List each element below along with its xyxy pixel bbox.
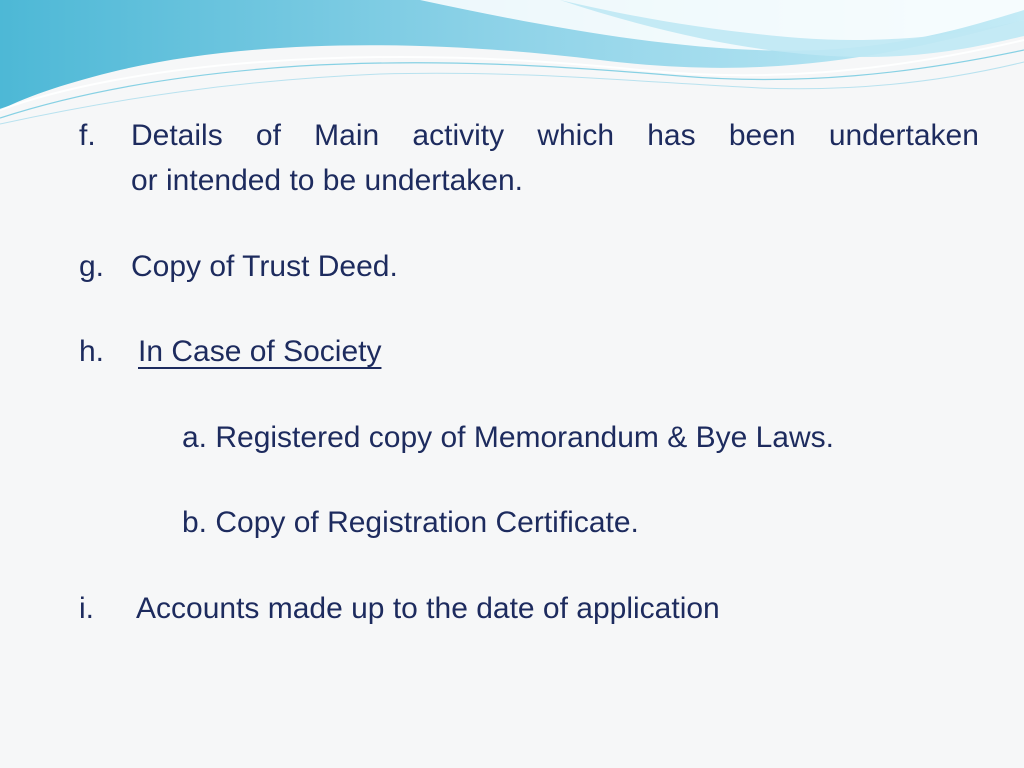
- item-f-line2: or intended to be undertaken.: [131, 164, 523, 197]
- item-f-word: been: [728, 119, 796, 152]
- item-h-marker: h.: [79, 335, 105, 368]
- item-f-word: of: [255, 119, 281, 152]
- sub-item-b: b. Copy of Registration Certificate.: [182, 506, 639, 539]
- item-i-marker: i.: [79, 592, 94, 625]
- item-h-heading: In Case of Society: [138, 335, 382, 368]
- sub-item-a: a. Registered copy of Memorandum & Bye Laws.: [182, 421, 834, 454]
- item-g-text: Copy of Trust Deed.: [131, 250, 398, 283]
- item-f-marker: f.: [79, 119, 96, 152]
- item-f-word: Main: [314, 119, 380, 152]
- item-f-line1: [131, 118, 979, 154]
- item-f-word: which: [537, 119, 615, 152]
- item-g-marker: g.: [79, 250, 105, 283]
- item-i-text: Accounts made up to the date of application: [136, 592, 720, 625]
- item-f-word: Details: [131, 119, 223, 152]
- item-f-word: has: [647, 119, 696, 152]
- item-f-word: undertaken: [828, 119, 979, 152]
- item-f-word: activity: [412, 119, 505, 152]
